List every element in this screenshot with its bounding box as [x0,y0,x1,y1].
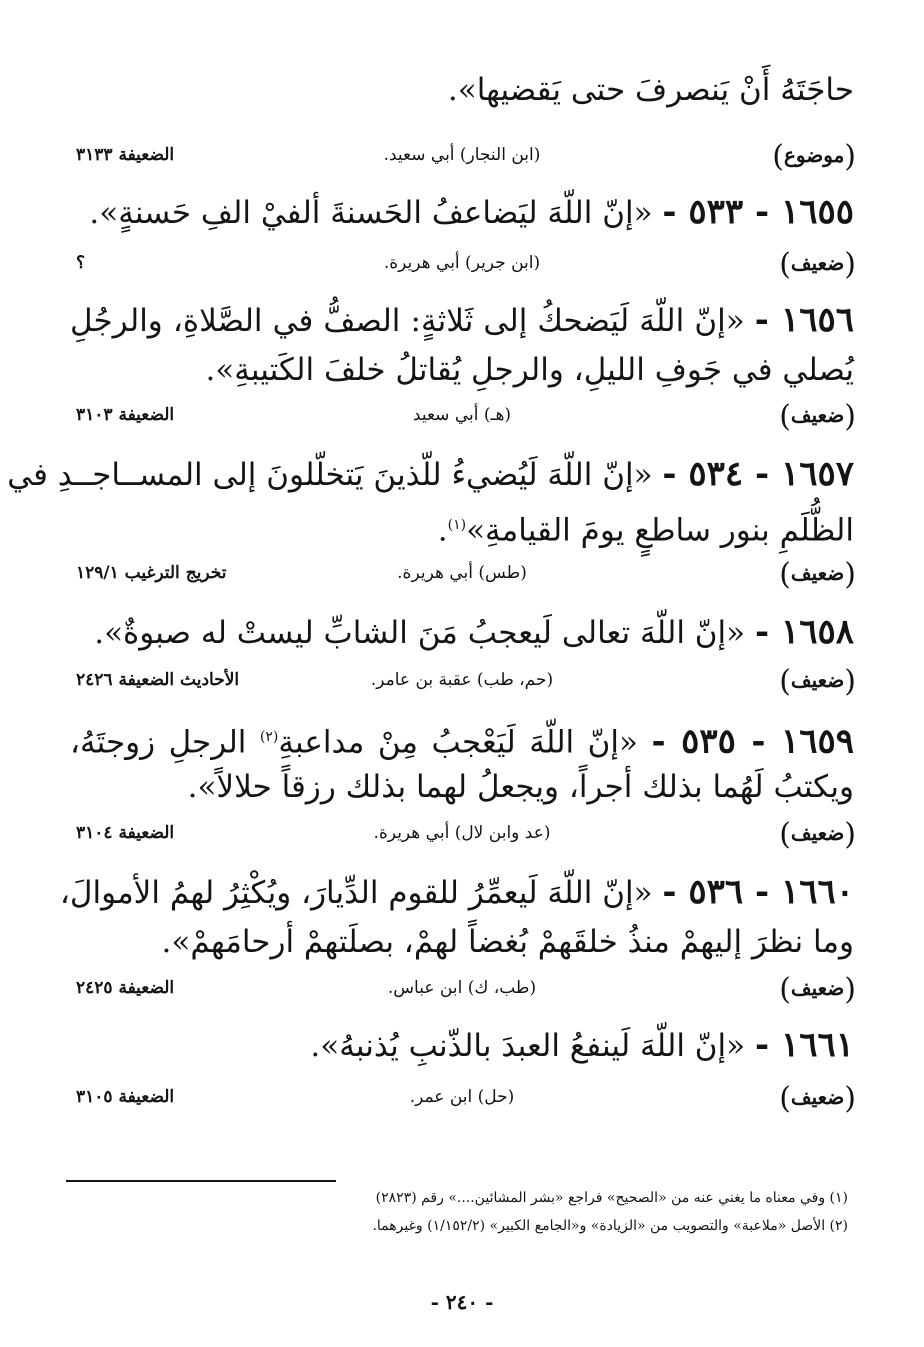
entry-meta [68,555,856,591]
hadith-text: «إنّ اللّهَ لَيُضيءُ للّذينَ يَتخلّلونَ إلى المســاجــدِ في [7,457,653,493]
reference-text: الضعيفة ٣١٠٥ [76,1087,175,1107]
grade-label: (ضعيف) [779,557,856,592]
reference-text: الضعيفة ٣١٣٣ [76,145,175,165]
hadith-text: «إنّ اللّهَ ليَضاعفُ الحَسنةَ ألفيْ الفِ حَسنةٍ». [89,195,653,231]
grade-label: (موضوع) [772,139,856,174]
hadith-text: «إنّ اللّهَ لَيعمِّرُ للقوم الدِّيارَ، ويُكْثِرُ لهمُ الأموالَ، [59,875,653,911]
grade-label: (ضعيف) [779,664,856,699]
entry-meta [68,137,856,173]
reference-text: الضعيفة ٣١٠٤ [76,823,175,843]
reference-text: الضعيفة ٣١٠٣ [76,405,175,425]
hadith-number: ١٦٥٨ - [755,612,854,652]
hadith-entry [70,610,854,655]
hadith-entry [70,190,854,235]
hadith-text: «إنّ اللّهَ لَيَعْجبُ مِنْ مداعبةِ [278,724,638,761]
hadith-number: ١٦٥٦ - [754,300,854,340]
hadith-number: ١٦٥٩ - ٥٣٥ - [651,721,855,762]
hadith-text: «إنّ اللّهَ تعالى لَيعجبُ مَنَ الشابِّ ليستْ له صبوةٌ». [94,615,746,651]
entry-meta [68,815,856,851]
entry-meta [68,397,856,433]
hadith-text-continued: ويكتبُ لَهُما بذلك أجراً، ويجعلُ لهما بذلك رزقاً حلالاً». [187,769,854,805]
source-text: (حم، طب) عقبة بن عامر. [370,670,554,690]
reference-text: تخريج الترغيب ١٢٩/١ [76,563,227,583]
hadith-text-continued: يُصلي في جَوفِ الليلِ، والرجلِ يُقاتلُ خلفَ الكَتيبةِ». [205,352,854,388]
entry-meta [68,245,856,281]
source-text: (عد وابن لال) أبي هريرة. [373,823,551,843]
hadith-number: ١٦٦١ - [755,1025,854,1065]
intro-line: حاجَتَهُ أَنْ يَنصرفَ حتى يَقضيها». [447,72,854,108]
source-text: (طب، ك) ابن عباس. [387,978,537,998]
source-text: (ابن النجار) أبي سعيد. [383,145,541,165]
hadith-number: ١٦٥٧ - ٥٣٤ - [662,454,854,494]
source-text: (حل) ابن عمر. [409,1087,515,1107]
hadith-entry [70,715,854,764]
footnote-2: (٢) الأصل «ملاعبة» والتصويب من «الزيادة» و«الجامع الكبير» (١/١٥٢/٢) وغيرهما. [372,1218,848,1234]
reference-text: ؟ [76,253,86,273]
hadith-number: ١٦٥٥ - ٥٣٣ - [662,192,854,232]
footnote-mark: (٢) [259,729,279,745]
hadith-entry [7,452,854,497]
entry-meta [68,662,856,698]
grade-label: (ضعيف) [779,817,856,852]
hadith-text-continued: الظُّلَمِ بنور ساطعٍ يومَ القيامةِ»$^{(١)}$. [437,512,854,549]
source-text: (ابن جرير) أبي هريرة. [383,253,541,273]
grade-label: (ضعيف) [779,247,856,282]
reference-text: الضعيفة ٢٤٢٥ [76,978,175,998]
grade-label: (ضعيف) [779,399,856,434]
reference-text: الأحاديث الضعيفة ٢٤٢٦ [76,670,240,690]
source-text: (هـ) أبي سعيد [412,405,512,425]
hadith-entry [70,298,854,343]
footnote-mark: (١) [447,517,467,533]
hadith-number: ١٦٦٠ - ٥٣٦ - [662,872,854,912]
hadith-text: الرجلِ زوجتَهُ، [70,724,247,761]
entry-meta [68,970,856,1006]
source-text: (طس) أبي هريرة. [397,563,527,583]
page-number: - ٢٤٠ - [430,1290,494,1314]
entry-meta [68,1079,856,1115]
footnote-1: (١) وفي معناه ما يغني عنه من «الصحيح» فراجع «بشر المشائين....» رقم (٢٨٢٣) [375,1190,848,1206]
hadith-entry [70,1023,854,1068]
grade-label: (ضعيف) [779,972,856,1007]
hadith-text-continued: وما نظرَ إليهمْ منذُ خلقَهمْ بُغضاً لهمْ، بصلَتهمْ أرحامَهمْ». [161,924,854,960]
hadith-text: «إنّ اللّهَ لَينفعُ العبدَ بالذّنبِ يُذنبهُ». [310,1028,746,1064]
hadith-text: الظُّلَمِ بنور ساطعٍ يومَ القيامةِ» [466,512,854,549]
grade-label: (ضعيف) [779,1081,856,1116]
footnote-divider [66,1180,336,1182]
hadith-text: «إنّ اللّهَ لَيَضحكُ إلى ثَلاثةٍ: الصفُّ في الصَّلاةِ، والرجُلِ [70,303,745,339]
hadith-entry [59,870,854,915]
